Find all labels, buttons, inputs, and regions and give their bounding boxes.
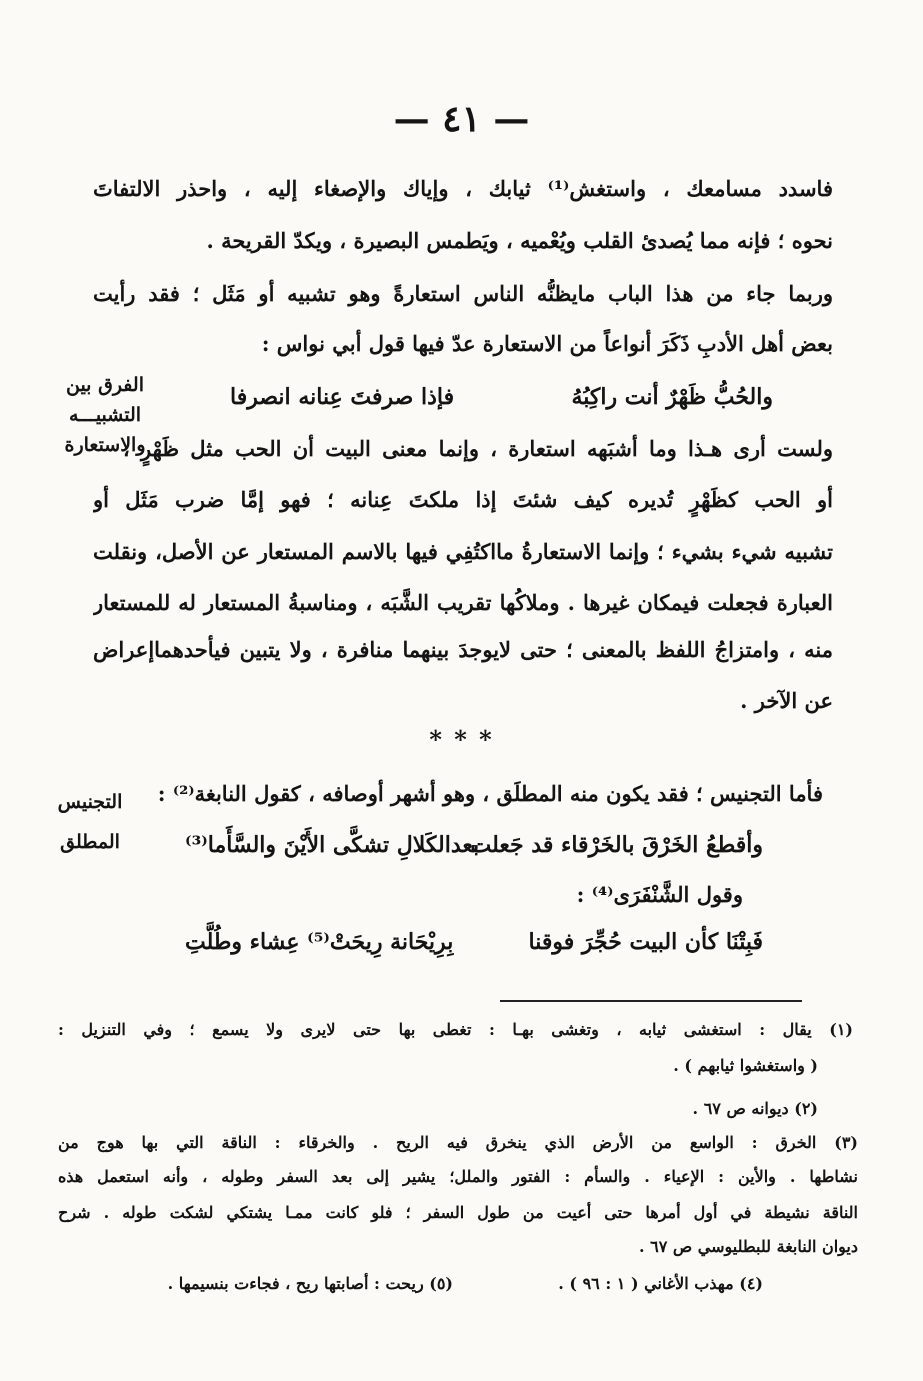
footnote-separator [500,1000,802,1002]
margin-note-line: والاستعارة [64,434,146,456]
footnote-4: (٤) مهذب الأغاني ( ١ : ٩٦ ) . [558,1274,763,1293]
margin-note-line: المطلق [60,831,120,853]
margin-note-tajnis [35,782,145,862]
body-line-3: وربما جاء من هذا الباب مايظنُّه الناس استعارةً وهو تشبيه أو مَثَل ؛ فقد رأيت [93,281,833,306]
footnote-3-line-2: نشاطها . والأين : الإعياء . والسأم : الفتور والملل؛ يشير إلى بعد السفر وطوله ، وأنه استعمل هذه [58,1167,858,1186]
verse-3-second-hemistich: بِرِيْحَانة رِيحَتْ⁽⁵⁾ عِشاء وطُلَّتِ [185,929,454,955]
verse-2-first-hemistich: وأقطعُ الخَرْقَ بالخَرْقاء قد جَعلت [470,832,763,858]
verse-1-first-hemistich: والحُبُّ ظَهْرٌ أنت راكِبُهُ [571,384,773,410]
body-line-8: العبارة فجعلت فيمكان غيرها . وملاكُها تقريب الشَّبَه ، ومناسبةُ المستعار له للمستعار [93,590,833,615]
shanfara-line: وقول الشَّنْفَرَى⁽⁴⁾ : [576,882,743,907]
margin-note-line: الفرق بين [65,374,144,396]
verse-3-first-hemistich: فَبِتْنَا كأن البيت حُجِّرَ فوقنا [528,929,763,955]
body-line-1: فاسدد مسامعك ، واستغش⁽¹⁾ ثيابك ، وإياك والإصغاء إليه ، واحذر الالتفاتَ [93,176,833,201]
body-line-9: منه ، وامتزاجُ اللفظ بالمعنى ؛ حتى لايوجدَ بينهما منافرة ، ولا يتبين فيأحدهماإعراض [93,637,833,662]
verse-1-second-hemistich: فإذا صرفتَ عِنانه انصرفا [230,384,455,410]
body-line-5: ولست أرى هـذا وما أشبَهه استعارة ، وإنما معنى البيت أن الحب مثل ظَهْرٍ ، [123,436,833,461]
footnote-1-line-2: ( واستغشوا ثيابهم ) . [673,1056,818,1075]
footnote-3-line-1: (٣) الخرق : الواسع من الأرض الذي ينخرق فيه الريح . والخرقاء : الناقة التي بها هوج من [58,1133,858,1152]
body-line-2: نحوه ؛ فإنه مما يُصدئ القلب ويُعْميه ، ويَطمس البصيرة ، ويكدّ القريحة . [206,228,833,253]
tajnis-line: فأما التجنيس ؛ فقد يكون منه المطلَق ، وهو أشهر أوصافه ، كقول النابغة⁽²⁾ : [157,781,823,806]
footnote-3-line-3: الناقة نشيطة في أول أمرها حتى أعيت من طول السفر ؛ فلو كانت ممـا يشتكي لشكت طوله . شرح [58,1203,858,1222]
margin-note-line: التجنيس [57,791,123,813]
footnote-5: (٥) ريحت : أصابتها ريح ، فجاءت بنسيمها . [167,1274,453,1293]
section-separator: * * * [429,725,494,754]
footnote-1-line-1: (١) يقال : استغشى ثيابه ، وتغشى بهـا : تغطى بها حتى لايرى ولا يسمع ؛ وفي التنزيل : [58,1020,853,1039]
margin-note-line: التشبيـــه [68,404,142,426]
body-line-7: تشبيه شيء بشيء ؛ وإنما الاستعارةُ مااكتُفِي فيها بالاسم المستعار عن الأصل، ونقلت [93,539,833,564]
footnote-3-line-4: ديوان النابغة للبطليوسي ص ٦٧ . [638,1237,858,1256]
footnote-2: (٢) ديوانه ص ٦٧ . [692,1099,818,1118]
body-line-6: أو الحب كظَهْرٍ تُديره كيف شئتَ إذا ملكتَ عِنانه ؛ فهو إمَّا ضرب مَثَل أو [93,487,833,512]
page-number: — ٤١ — [393,98,530,140]
verse-2-second-hemistich: بعدالكَلالِ تشكَّى الأَيْنَ والسَّأَما⁽³⁾ [185,832,480,858]
body-line-4: بعض أهل الأدبِ ذَكَرَ أنواعاً من الاستعارة عدّ فيها قول أبي نواس : [261,331,833,356]
body-line-10: عن الآخر . [740,688,833,713]
